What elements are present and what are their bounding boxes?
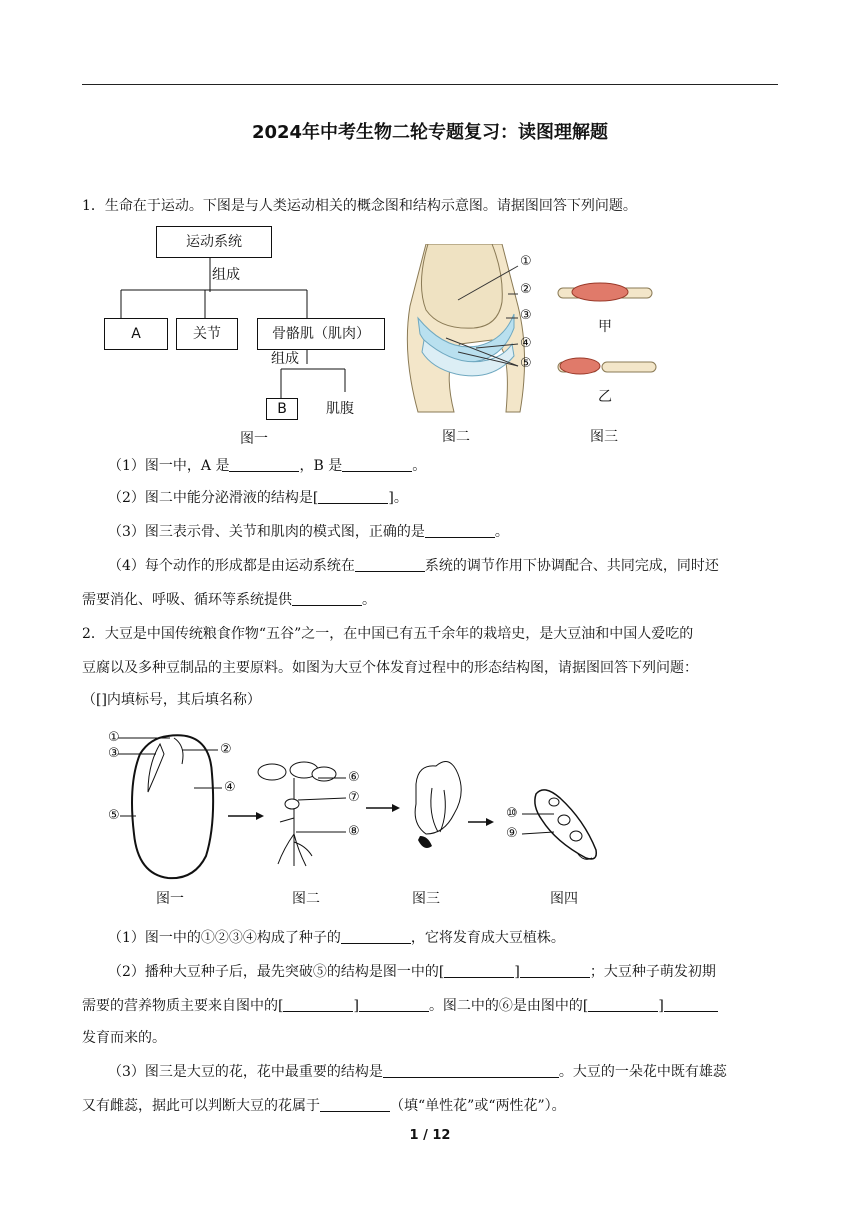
q2-stem-line2: 豆腐以及多种豆制品的主要原料。如图为大豆个体发育过程中的形态结构图，请据图回答下列问题： [82,660,698,676]
q2-sub3-line2: 又有雌蕊，据此可以判断大豆的花属于 （填“单性花”或“两性花”）。 [82,1098,566,1114]
answer-blank[interactable] [355,557,425,572]
q1-sub4-line2: 需要消化、呼吸、循环等系统提供 。 [82,592,376,608]
plant-label-8: ⑧ [348,824,360,839]
q1-stem: 1．生命在于运动。下图是与人类运动相关的概念图和结构示意图。请据图回答下列问题。 [82,198,637,214]
concept-box-muscle: 骨骼肌（肌肉） [257,318,385,350]
concept-rel-composed-1: 组成 [212,267,240,283]
q1-figure-bone-muscle [556,272,660,446]
soy-figure-4-caption: 图四 [550,891,578,907]
answer-blank[interactable] [588,997,658,1012]
q2-figure-soybean-development [98,724,618,914]
joint-label-2: ② [520,282,532,297]
model-yi-label: 乙 [598,389,612,405]
q1-sub2: （2）图二中能分泌滑液的结构是[ ]。 [108,490,408,506]
concept-muscle-belly: 肌腹 [326,401,354,417]
concept-box-joint: 关节 [176,318,238,350]
q2-sub2-line1: （2）播种大豆种子后，最先突破⑤的结构是图一中的[ ] ；大豆种子萌发初期 [108,964,716,980]
page-number: 1 / 12 [409,1128,451,1143]
concept-rel-composed-2: 组成 [271,351,299,367]
answer-blank[interactable] [359,997,429,1012]
seed-label-4: ④ [224,780,236,795]
model-jia [556,276,660,316]
q2-stem-line3: （[]内填标号，其后填名称） [82,692,261,708]
answer-blank[interactable] [229,457,299,472]
concept-box-motor-system: 运动系统 [156,226,272,258]
q1-figure-joint [396,240,546,446]
answer-blank[interactable] [342,457,412,472]
q1-figure-concept-map [100,224,390,447]
q1-sub1: （1）图一中，A 是 ，B 是 。 [108,458,427,474]
soy-figure-3-caption: 图三 [412,891,440,907]
answer-blank[interactable] [320,1097,390,1112]
joint-label-1: ① [520,254,532,269]
page-title: 2024年中考生物二轮专题复习：读图理解题 [251,122,609,143]
answer-blank[interactable] [520,963,590,978]
header-rule [82,84,778,85]
seed-label-5: ⑤ [108,808,120,823]
answer-blank[interactable] [318,489,388,504]
pod-label-10: ⑩ [506,806,518,821]
q2-stem-line1: 2．大豆是中国传统粮食作物“五谷”之一，在中国已有五千余年的栽培史，是大豆油和中国人爱吃的 [82,626,694,642]
figure-2-caption: 图二 [442,429,470,445]
q2-sub1: （1）图一中的①②③④构成了种子的 ，它将发育成大豆植株。 [108,930,565,946]
answer-blank[interactable] [341,929,411,944]
concept-box-a: A [104,318,168,350]
answer-blank[interactable] [444,963,514,978]
q1-sub3: （3）图三表示骨、关节和肌肉的模式图，正确的是 。 [108,524,509,540]
answer-blank[interactable] [283,997,353,1012]
answer-blank[interactable] [383,1063,559,1078]
figure-1-caption: 图一 [240,431,268,447]
seed-label-3: ③ [108,746,120,761]
model-jia-label: 甲 [598,319,612,335]
joint-label-4: ④ [520,336,532,351]
plant-label-6: ⑥ [348,770,360,785]
model-yi [556,348,660,388]
joint-label-5: ⑤ [520,356,532,371]
soy-figure-1-caption: 图一 [156,891,184,907]
answer-blank[interactable] [664,997,718,1012]
q2-sub2-line2: 需要的营养物质主要来自图中的[ ] 。图二中的⑥是由图中的[ ] [82,996,778,1016]
figure-3-caption: 图三 [590,429,618,445]
seed-label-1: ① [108,730,120,745]
q2-sub2-line3: 发育而来的。 [82,1030,166,1046]
answer-blank[interactable] [292,591,362,606]
q2-sub3-line1: （3）图三是大豆的花，花中最重要的结构是 。大豆的一朵花中既有雄蕊 [108,1064,727,1080]
concept-box-b: B [266,398,298,420]
joint-diagram [396,244,546,416]
plant-label-7: ⑦ [348,790,360,805]
answer-blank[interactable] [425,523,495,538]
pod-label-9: ⑨ [506,826,518,841]
seed-label-2: ② [220,742,232,757]
soy-figure-2-caption: 图二 [292,891,320,907]
joint-label-3: ③ [520,308,532,323]
q1-sub4-line1: （4）每个动作的形成都是由运动系统在 系统的调节作用下协调配合、共同完成，同时还 [108,558,719,574]
